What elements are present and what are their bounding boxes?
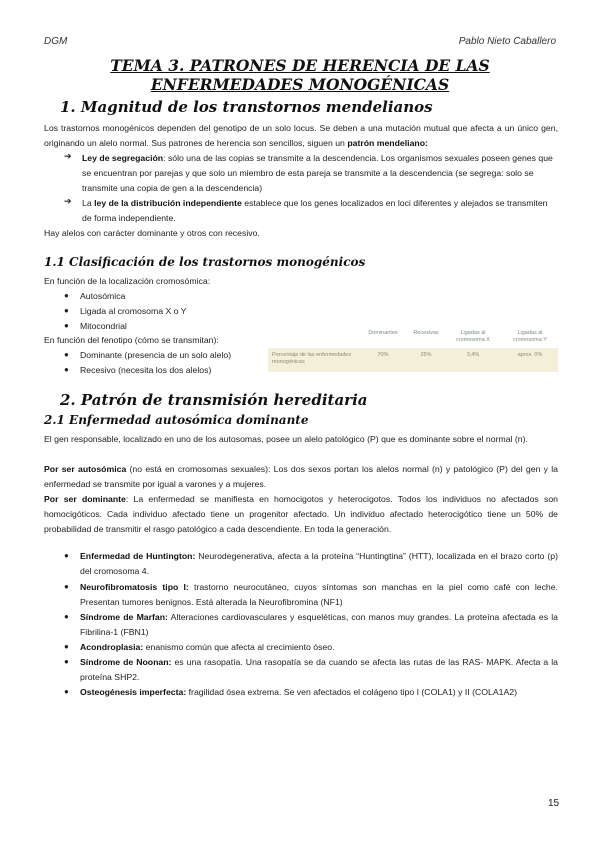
bullet-icon: ● bbox=[64, 350, 69, 359]
table-header: Recesivas bbox=[413, 330, 439, 336]
disease-desc: Alteraciones cardiovasculares y esqueléticas, con manos muy grandes. La proteína afectada es la Fibrilina-1 (FBN1) bbox=[80, 612, 558, 637]
disease-name: Enfermedad de Huntington: bbox=[80, 551, 196, 561]
disease-desc: fragilidad ósea extrema. Se ven afectados el colágeno tipo I (COLA1) y II (COLA1A2) bbox=[188, 687, 518, 697]
inheritance-table bbox=[268, 330, 558, 374]
fen-item: Dominante (presencia de un solo alelo) bbox=[80, 350, 232, 360]
disease-desc: Neurodegenerativa, afecta a la proteína “Huntingtina” (HTT), localizada en el brazo corto (p) del cromosoma 4. bbox=[80, 551, 558, 576]
page-title: TEMA 3. PATRONES DE HERENCIA DE LAS ENFERMEDADES MONOGÉNICAS bbox=[110, 56, 490, 94]
section-2-p2 bbox=[44, 462, 558, 492]
table-cell: 3,4% bbox=[466, 352, 480, 358]
law-segregation bbox=[82, 151, 558, 196]
disease-item bbox=[80, 610, 558, 640]
disease-item bbox=[80, 655, 558, 685]
law2-pre: La bbox=[82, 198, 92, 208]
disease-item bbox=[80, 685, 558, 700]
disease-desc: es una rasopatía. Una rasopatía se da cuando se afecta las rutas de las RAS- MAPK. Afecta a la proteína SHP2. bbox=[80, 657, 558, 682]
disease-name: Síndrome de Marfan: bbox=[80, 612, 168, 622]
disease-name: Síndrome de Noonan: bbox=[80, 657, 172, 667]
arrow-icon: ➔ bbox=[64, 151, 72, 161]
disease-item bbox=[80, 640, 558, 655]
section-2-1-heading: 2.1 Enfermedad autosómica dominante bbox=[44, 413, 309, 427]
section-2-heading: 2. Patrón de transmisión hereditaria bbox=[60, 391, 368, 409]
intro-text: Los trastornos monogénicos dependen del genotipo de un solo locus. Se deben a una mutación mutual que afecta a un único gen, originando un alelo normal. Sus patrones de herencia son sencillos, siguen un bbox=[44, 123, 558, 148]
law-independent bbox=[82, 196, 558, 226]
disease-desc: enanismo común que afecta al crecimiento óseo. bbox=[145, 642, 335, 652]
section-2-p1: El gen responsable, localizado en uno de los autosomas, posee un alelo patológico (P) que es dominante sobre el normal (n). bbox=[44, 434, 528, 444]
table-row-label: Porcentaje de las enfermedades monogénicas bbox=[272, 352, 352, 365]
section-1-outro: Hay alelos con carácter dominante y otros con recesivo. bbox=[44, 228, 260, 238]
section-1-1-heading: 1.1 Clasificación de los trastornos monogénicos bbox=[44, 255, 366, 269]
page-number: 15 bbox=[548, 798, 560, 809]
section-1-intro bbox=[44, 121, 558, 151]
disease-desc: trastorno neurocutáneo, cuyos síntomas son manchas en la piel como café con leche. Presentan tumores benignos. Está alterada la Neurofibromina (NF1) bbox=[80, 582, 558, 607]
p2-text: (no está en cromosomas sexuales): Los dos sexos portan los alelos normal (n) y patológico (P) del gen y la enfermedad se transmite por igual a varones y a mujeres. bbox=[44, 464, 558, 489]
bullet-icon: ● bbox=[64, 551, 69, 560]
intro-bold: patrón mendeliano: bbox=[347, 138, 428, 148]
law2-bold: ley de la distribución independiente bbox=[94, 198, 242, 208]
crom-item: Ligada al cromosoma X o Y bbox=[80, 306, 187, 316]
crom-item: Mitocondrial bbox=[80, 321, 127, 331]
header-right: Pablo Nieto Caballero bbox=[458, 36, 556, 47]
header-left: DGM bbox=[44, 36, 68, 47]
bullet-icon: ● bbox=[64, 642, 69, 651]
table-header: Ligadas al cromosoma X bbox=[456, 330, 490, 343]
bullet-icon: ● bbox=[64, 365, 69, 374]
crom-item: Autosómica bbox=[80, 291, 126, 301]
disease-item bbox=[80, 580, 558, 610]
bullet-icon: ● bbox=[64, 657, 69, 666]
bullet-icon: ● bbox=[64, 306, 69, 315]
table-cell: 70% bbox=[377, 352, 389, 358]
disease-name: Osteogénesis imperfecta: bbox=[80, 687, 187, 697]
arrow-icon: ➔ bbox=[64, 196, 72, 206]
table-header: Dominantes bbox=[368, 330, 398, 336]
disease-item bbox=[80, 549, 558, 579]
p3-bold: Por ser dominante bbox=[44, 494, 126, 504]
bullet-icon: ● bbox=[64, 321, 69, 330]
law2-text: establece que los genes localizados en loci diferentes y alejados se transmiten de forma independiente. bbox=[82, 198, 548, 223]
fen-intro: En función del fenotipo (cómo se transmitan): bbox=[44, 335, 219, 345]
p2-bold: Por ser autosómica bbox=[44, 464, 127, 474]
table-cell: 25% bbox=[420, 352, 432, 358]
bullet-icon: ● bbox=[64, 687, 69, 696]
bullet-icon: ● bbox=[64, 291, 69, 300]
crom-intro: En función de la localización cromosómica: bbox=[44, 276, 211, 286]
section-1-heading: 1. Magnitud de los transtornos mendelianos bbox=[60, 98, 433, 116]
p3-text: : La enfermedad se manifiesta en homocigotos y heterocigotos. Todos los individuos no afectados son homocigóticos. Cada individuo afectado tiene un progenitor afectado. Un individuo afectado heterocigótico tiene un 50% de probabilidad de transmitir el rasgo patológico a cada descendiente. En toda la generación. bbox=[44, 494, 558, 534]
disease-name: Acondroplasia: bbox=[80, 642, 144, 652]
bullet-icon: ● bbox=[64, 612, 69, 621]
fen-item: Recesivo (necesita los dos alelos) bbox=[80, 365, 212, 375]
bullet-icon: ● bbox=[64, 582, 69, 591]
disease-name: Neurofibromatosis tipo I: bbox=[80, 582, 189, 592]
law1-text: : sólo una de las copias se transmite a la descendencia. Los organismos sexuales poseen genes que se encuentran por parejas y que solo un miembro de esta pareja se transmite a la descendencia (se segrega: solo se transmite una copia de gen a la descendencia) bbox=[82, 153, 553, 193]
table-header: Ligadas al cromosoma Y bbox=[513, 330, 547, 343]
law1-bold: Ley de segregación bbox=[82, 153, 164, 163]
table-cell: aprox. 0% bbox=[517, 352, 543, 358]
section-2-p3 bbox=[44, 492, 558, 537]
